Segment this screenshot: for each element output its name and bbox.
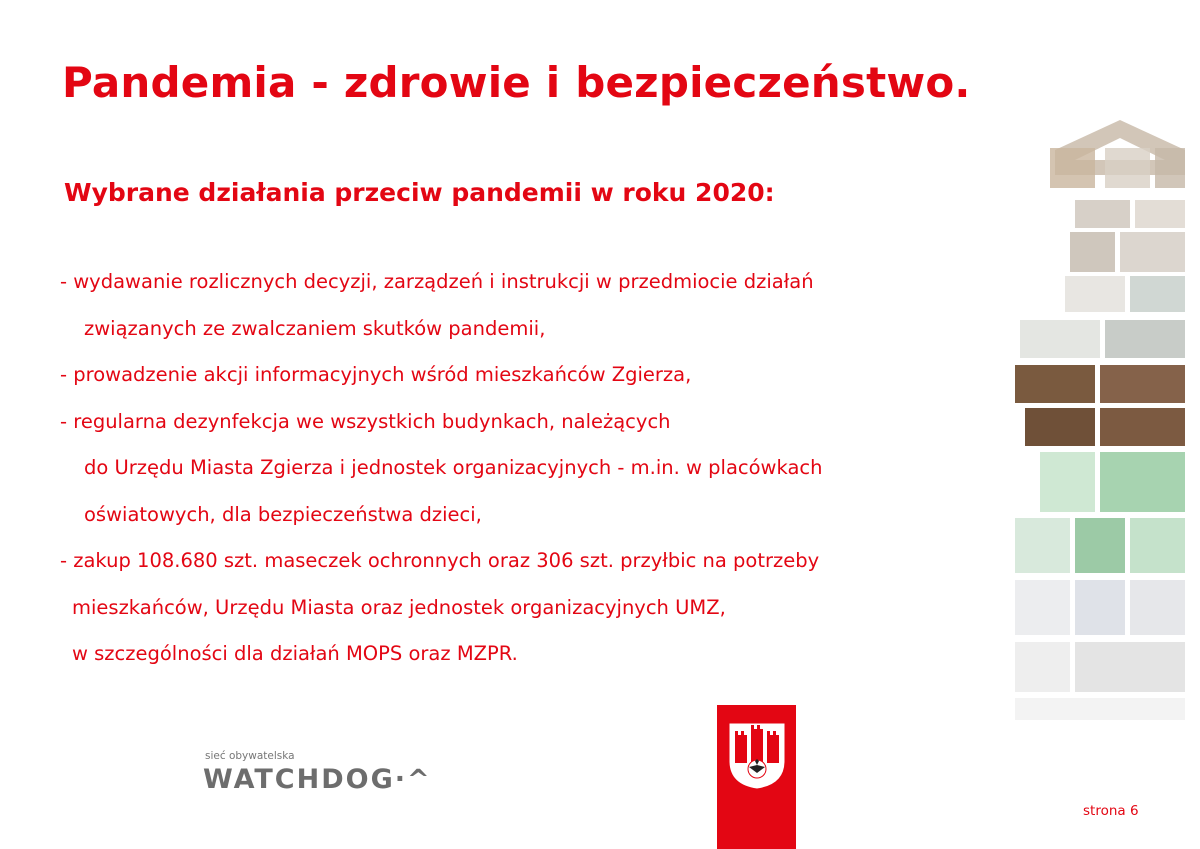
tower-collage-graphic <box>1015 120 1185 720</box>
page-title: Pandemia - zdrowie i bezpieczeństwo. <box>62 58 971 107</box>
section-subtitle: Wybrane działania przeciw pandemii w roku 2020: <box>64 178 775 207</box>
bullet-line: mieszkańców, Urzędu Miasta oraz jednostek organizacyjnych UMZ, <box>72 595 726 619</box>
coat-of-arms-icon <box>727 721 787 791</box>
bullet-line: związanych ze zwalczaniem skutków pandemii, <box>84 316 546 340</box>
watchdog-logo-mark: ·^ <box>394 764 432 795</box>
watchdog-logo <box>203 764 432 795</box>
tower-collage-image <box>1015 120 1185 720</box>
bullet-line: - zakup 108.680 szt. maseczek ochronnych oraz 306 szt. przyłbic na potrzeby <box>60 549 820 572</box>
bullet-line: w szczególności dla działań MOPS oraz MZPR. <box>72 642 518 665</box>
bullet-line: - prowadzenie akcji informacyjnych wśród mieszkańców Zgierza, <box>60 363 692 386</box>
bullet-line: - regularna dezynfekcja we wszystkich budynkach, należących <box>60 409 671 433</box>
bullet-line: oświatowych, dla bezpieczeństwa dzieci, <box>84 502 482 526</box>
bullet-line: - wydawanie rozlicznych decyzji, zarządzeń i instrukcji w przedmiocie działań <box>60 270 814 293</box>
watchdog-logo-text: WATCHDOG <box>203 764 395 795</box>
bullet-line: do Urzędu Miasta Zgierza i jednostek organizacyjnych - m.in. w placówkach <box>84 456 823 479</box>
city-banner <box>717 705 796 849</box>
page-number: strona 6 <box>1083 803 1139 819</box>
watchdog-logo-tagline: sieć obywatelska <box>205 750 295 762</box>
bullet-list <box>60 264 980 683</box>
